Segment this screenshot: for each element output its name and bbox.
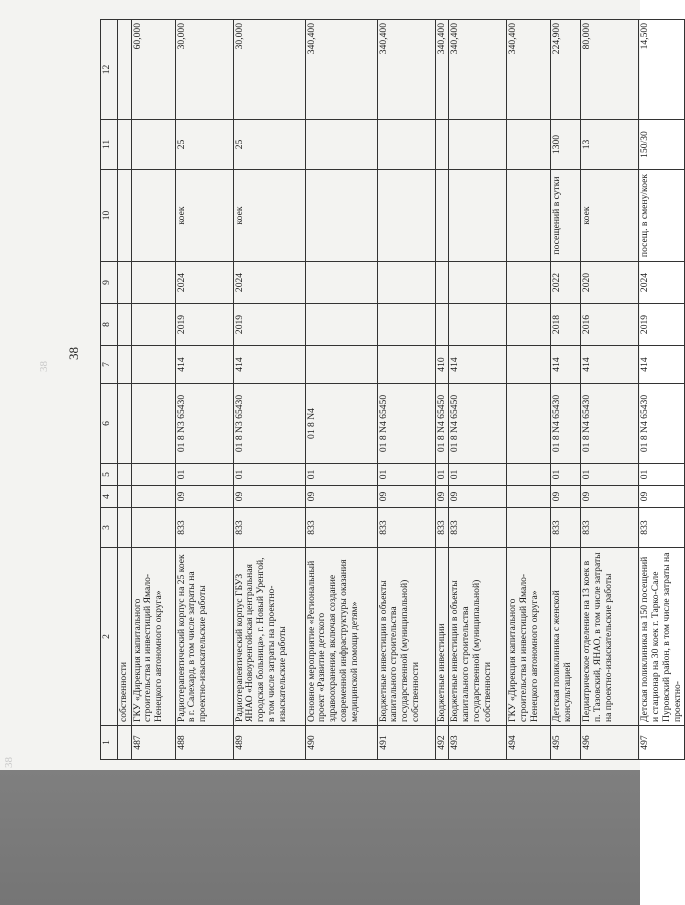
table-cell-col-1 — [118, 726, 132, 760]
table-cell-col-6: 01 8 N4 65450 — [435, 384, 449, 464]
table-cell-col-4: 09 — [639, 486, 685, 508]
table-cell-col-5: 01 — [305, 464, 377, 486]
table-cell-col-5: 01 — [233, 464, 305, 486]
table-cell-col-10: посещений в сутки — [551, 170, 581, 262]
table-cell-col-11: 13 — [581, 120, 639, 170]
table-cell-col-8 — [435, 304, 449, 346]
table-cell-col-5: 01 — [175, 464, 233, 486]
table-cell-col-8 — [305, 304, 377, 346]
table-cell-col-12: 224,900 — [551, 20, 581, 120]
table-cell-col-4: 09 — [377, 486, 435, 508]
table-cell-col-4: 09 — [305, 486, 377, 508]
table-row — [305, 20, 377, 760]
table-row — [118, 20, 132, 760]
table-cell-col-1: 493 — [449, 726, 507, 760]
table-cell-col-1: 490 — [305, 726, 377, 760]
table-cell-col-9 — [435, 262, 449, 304]
table-cell-col-2: Бюджетные инвестиции в объекты капитального строительства государственной (муниципальной) собственности — [449, 548, 507, 726]
table-cell-col-2: Детская поликлиника с женской консультацией — [551, 548, 581, 726]
table-cell-col-11 — [131, 120, 175, 170]
table-cell-col-9: 2022 — [551, 262, 581, 304]
table-cell-col-3: 833 — [449, 508, 507, 548]
table-cell-col-7: 414 — [639, 346, 685, 384]
col-header-3: 3 — [101, 508, 118, 548]
table-cell-col-7: 414 — [551, 346, 581, 384]
table-cell-col-9 — [507, 262, 551, 304]
table-cell-col-8: 2018 — [551, 304, 581, 346]
table-cell-col-11 — [435, 120, 449, 170]
table-cell-col-9: 2024 — [175, 262, 233, 304]
budget-table — [100, 19, 685, 760]
table-cell-col-8 — [118, 304, 132, 346]
table-cell-col-2: Педиатрическое отделение на 13 коек в п. Тазовский, ЯНАО, в том числе затраты на проектно-изыскательские работы — [581, 548, 639, 726]
table-cell-col-11 — [377, 120, 435, 170]
table-cell-col-7: 414 — [581, 346, 639, 384]
table-cell-col-3 — [507, 508, 551, 548]
table-cell-col-1: 494 — [507, 726, 551, 760]
table-cell-col-4: 09 — [551, 486, 581, 508]
table-cell-col-10: коек — [233, 170, 305, 262]
table-cell-col-8 — [507, 304, 551, 346]
table-cell-col-1: 488 — [175, 726, 233, 760]
table-cell-col-2: собственности — [118, 548, 132, 726]
table-cell-col-3: 833 — [639, 508, 685, 548]
col-header-9: 9 — [101, 262, 118, 304]
table-cell-col-12: 14,500 — [639, 20, 685, 120]
table-cell-col-8 — [377, 304, 435, 346]
table-cell-col-7: 414 — [233, 346, 305, 384]
table-cell-col-3: 833 — [551, 508, 581, 548]
table-cell-col-10: коек — [581, 170, 639, 262]
table-row — [131, 20, 175, 760]
table-cell-col-4: 09 — [233, 486, 305, 508]
ghost-page-number: 38 — [38, 361, 50, 372]
table-cell-col-11 — [305, 120, 377, 170]
col-header-10: 10 — [101, 170, 118, 262]
table-cell-col-7: 414 — [175, 346, 233, 384]
table-cell-col-8: 2019 — [233, 304, 305, 346]
table-cell-col-6: 01 8 N4 65450 — [377, 384, 435, 464]
col-header-6: 6 — [101, 384, 118, 464]
table-cell-col-11: 150/30 — [639, 120, 685, 170]
table-row — [507, 20, 551, 760]
table-cell-col-10: посещ. в смену/коек — [639, 170, 685, 262]
table-cell-col-6: 01 8 N4 65430 — [639, 384, 685, 464]
scanner-background — [0, 770, 640, 905]
table-cell-col-10 — [435, 170, 449, 262]
table-cell-col-12: 80,000 — [581, 20, 639, 120]
table-cell-col-5: 01 — [435, 464, 449, 486]
table-cell-col-2: ГКУ «Дирекция капитального строительства и инвестиций Ямало-Ненецкого автономного округа» — [131, 548, 175, 726]
table-cell-col-6: 01 8 N4 65430 — [551, 384, 581, 464]
col-header-1: 1 — [101, 726, 118, 760]
table-cell-col-12: 340,400 — [435, 20, 449, 120]
col-header-11: 11 — [101, 120, 118, 170]
table-cell-col-5: 01 — [551, 464, 581, 486]
table-cell-col-1: 492 — [435, 726, 449, 760]
table-cell-col-8: 2019 — [639, 304, 685, 346]
table-cell-col-6 — [507, 384, 551, 464]
table-cell-col-9 — [305, 262, 377, 304]
table-cell-col-8 — [449, 304, 507, 346]
table-cell-col-12: 30,000 — [175, 20, 233, 120]
table-cell-col-10: коек — [175, 170, 233, 262]
table-cell-col-10 — [131, 170, 175, 262]
table-cell-col-9: 2024 — [233, 262, 305, 304]
col-header-5: 5 — [101, 464, 118, 486]
table-cell-col-4: 09 — [581, 486, 639, 508]
table-cell-col-5 — [118, 464, 132, 486]
table-row — [377, 20, 435, 760]
col-header-2: 2 — [101, 548, 118, 726]
table-cell-col-11 — [118, 120, 132, 170]
table-cell-col-9 — [118, 262, 132, 304]
table-cell-col-5 — [507, 464, 551, 486]
table-cell-col-3: 833 — [305, 508, 377, 548]
table-cell-col-9 — [377, 262, 435, 304]
table-cell-col-7: 414 — [449, 346, 507, 384]
table-cell-col-5 — [131, 464, 175, 486]
table-cell-col-7: 410 — [435, 346, 449, 384]
table-cell-col-12: 340,400 — [377, 20, 435, 120]
table-cell-col-2: Бюджетные инвестиции — [435, 548, 449, 726]
table-cell-col-4: 09 — [435, 486, 449, 508]
table-cell-col-1: 497 — [639, 726, 685, 760]
table-cell-col-3: 833 — [233, 508, 305, 548]
table-cell-col-7 — [377, 346, 435, 384]
table-cell-col-2: Детская поликлиника на 150 посещений и стационар на 30 коек г. Тарко-Сале Пуровский район, в том числе затраты на проектно- — [639, 548, 685, 726]
table-cell-col-1: 489 — [233, 726, 305, 760]
table-row — [449, 20, 507, 760]
rotated-table-container — [100, 20, 683, 760]
page-number: 38 — [66, 347, 81, 360]
table-cell-col-4 — [507, 486, 551, 508]
table-cell-col-8: 2019 — [175, 304, 233, 346]
table-cell-col-10 — [305, 170, 377, 262]
table-cell-col-7 — [305, 346, 377, 384]
table-cell-col-7 — [507, 346, 551, 384]
table-cell-col-6 — [118, 384, 132, 464]
table-cell-col-11: 25 — [175, 120, 233, 170]
table-row — [551, 20, 581, 760]
table-cell-col-12: 340,400 — [305, 20, 377, 120]
table-cell-col-11 — [449, 120, 507, 170]
table-cell-col-3 — [118, 508, 132, 548]
table-cell-col-10 — [118, 170, 132, 262]
table-cell-col-7 — [131, 346, 175, 384]
table-cell-col-5: 01 — [449, 464, 507, 486]
table-cell-col-10 — [449, 170, 507, 262]
table-row — [233, 20, 305, 760]
table-cell-col-3: 833 — [377, 508, 435, 548]
table-cell-col-4: 09 — [449, 486, 507, 508]
table-cell-col-7 — [118, 346, 132, 384]
table-cell-col-6 — [131, 384, 175, 464]
table-cell-col-6: 01 8 N4 65450 — [449, 384, 507, 464]
table-cell-col-9 — [449, 262, 507, 304]
table-cell-col-2: Радиотерапевтический корпус на 25 коек в г. Салехард, в том числе затраты на проектно-изыскательские работы — [175, 548, 233, 726]
table-cell-col-4: 09 — [175, 486, 233, 508]
table-cell-col-4 — [131, 486, 175, 508]
col-header-4: 4 — [101, 486, 118, 508]
table-row — [581, 20, 639, 760]
table-cell-col-3: 833 — [175, 508, 233, 548]
table-row — [435, 20, 449, 760]
table-cell-col-5: 01 — [639, 464, 685, 486]
table-cell-col-2: Основное мероприятие «Региональный проект «Развитие детского здравоохранения, включая создание современной инфраструктуры оказания медицинской помощи детям» — [305, 548, 377, 726]
col-header-8: 8 — [101, 304, 118, 346]
table-cell-col-6: 01 8 N3 65430 — [233, 384, 305, 464]
table-cell-col-9: 2024 — [639, 262, 685, 304]
table-cell-col-1: 491 — [377, 726, 435, 760]
table-cell-col-12: 340,400 — [449, 20, 507, 120]
table-cell-col-8 — [131, 304, 175, 346]
table-cell-col-9: 2020 — [581, 262, 639, 304]
table-cell-col-6: 01 8 N4 — [305, 384, 377, 464]
table-header-row — [101, 20, 118, 760]
table-cell-col-3 — [131, 508, 175, 548]
table-cell-col-1: 495 — [551, 726, 581, 760]
table-row — [639, 20, 685, 760]
col-header-7: 7 — [101, 346, 118, 384]
ghost-page-number-edge: 38 — [3, 757, 15, 768]
table-cell-col-3: 833 — [435, 508, 449, 548]
table-cell-col-11: 1300 — [551, 120, 581, 170]
table-cell-col-2: Радиотерапевтический корпус ГБУЗ ЯНАО «Новоуренгойская центральная городская больница», г. Новый Уренгой, в том числе затраты на проектно-изыскательские работы — [233, 548, 305, 726]
table-cell-col-6: 01 8 N4 65430 — [581, 384, 639, 464]
table-cell-col-3: 833 — [581, 508, 639, 548]
table-cell-col-12: 60,000 — [131, 20, 175, 120]
table-cell-col-12 — [118, 20, 132, 120]
table-cell-col-11 — [507, 120, 551, 170]
col-header-12: 12 — [101, 20, 118, 120]
table-row — [175, 20, 233, 760]
table-cell-col-10 — [507, 170, 551, 262]
table-cell-col-1: 496 — [581, 726, 639, 760]
table-cell-col-2: ГКУ «Дирекция капитального строительства и инвестиций Ямало-Ненецкого автономного округа» — [507, 548, 551, 726]
table-cell-col-1: 487 — [131, 726, 175, 760]
table-cell-col-12: 30,000 — [233, 20, 305, 120]
table-cell-col-5: 01 — [581, 464, 639, 486]
table-cell-col-11: 25 — [233, 120, 305, 170]
table-cell-col-10 — [377, 170, 435, 262]
table-cell-col-6: 01 8 N3 65430 — [175, 384, 233, 464]
table-cell-col-9 — [131, 262, 175, 304]
table-cell-col-12: 340,400 — [507, 20, 551, 120]
table-cell-col-8: 2016 — [581, 304, 639, 346]
table-cell-col-4 — [118, 486, 132, 508]
table-cell-col-5: 01 — [377, 464, 435, 486]
table-cell-col-2: Бюджетные инвестиции в объекты капитального строительства государственной (муниципальной) собственности — [377, 548, 435, 726]
